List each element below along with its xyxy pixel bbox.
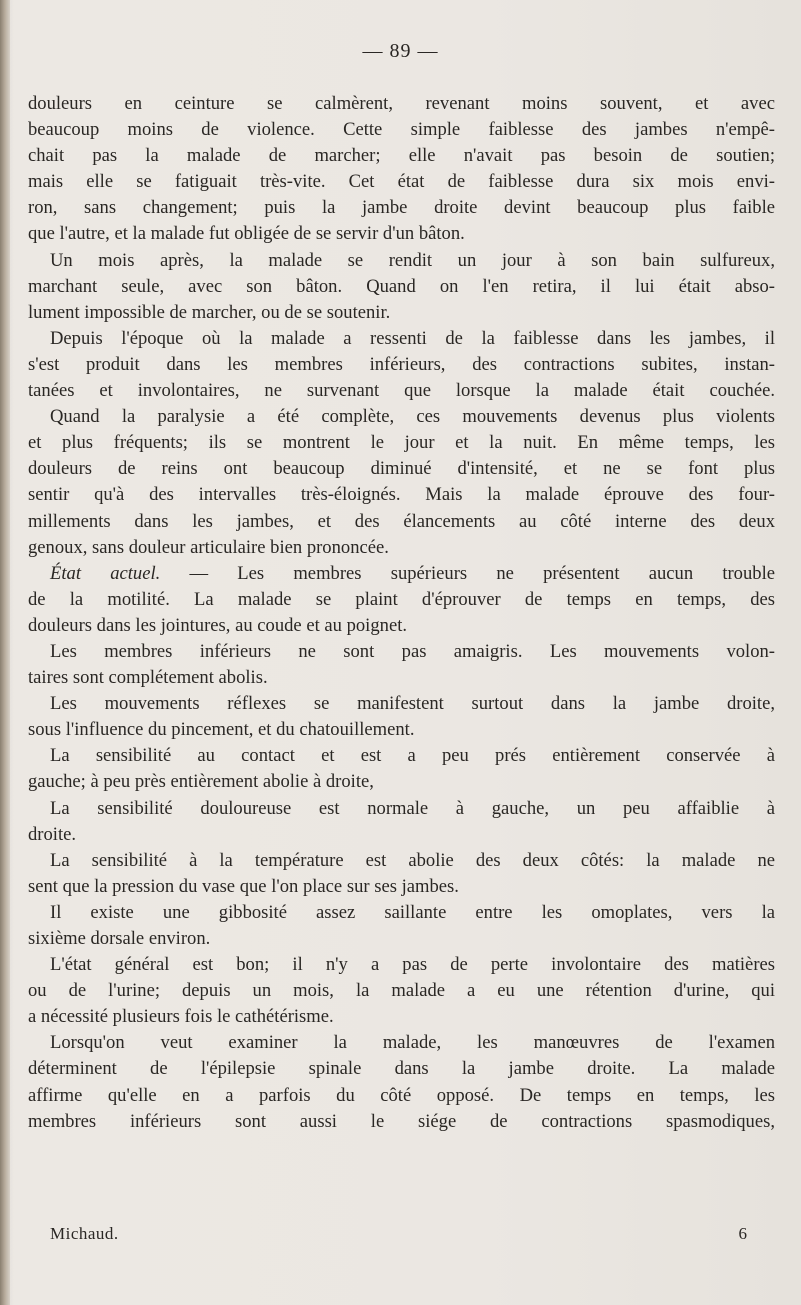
text-line: douleurs dans les jointures, au coude et au poignet.: [28, 614, 408, 636]
text-line: membres inférieurs sont aussi le siége de contractions spasmodiques,: [28, 1110, 775, 1132]
text-line: beaucoup moins de violence. Cette simple faiblesse des jambes n'empê-: [28, 119, 775, 141]
page-footer: [50, 1224, 775, 1244]
text-line: État actuel. — Les membres supérieurs ne présentent aucun trouble: [50, 562, 775, 584]
footer-signature-mark: 6: [738, 1224, 747, 1243]
italic-heading: État actuel.: [50, 562, 161, 584]
text-line: affirme qu'elle en a parfois du côté opposé. De temps en temps, les: [28, 1084, 775, 1106]
text-line: ou de l'urine; depuis un mois, la malade a eu une rétention d'urine, qui: [28, 980, 775, 1002]
text-line: que l'autre, et la malade fut obligée de se servir d'un bâton.: [28, 223, 465, 245]
book-binding-edge: [0, 0, 10, 1305]
footer-author: Michaud.: [50, 1224, 119, 1243]
text-line: gauche; à peu près entièrement abolie à droite,: [28, 771, 374, 793]
text-line: marchant seule, avec son bâton. Quand on l'en retira, il lui était abso-: [28, 275, 775, 297]
text-line: Les membres inférieurs ne sont pas amaigris. Les mouvements volon-: [50, 640, 775, 662]
text-line: Lorsqu'on veut examiner la malade, les manœuvres de l'examen: [50, 1032, 775, 1054]
page-number: — 89 —: [362, 40, 439, 62]
body-text: [28, 91, 775, 1135]
text-line: genoux, sans douleur articulaire bien prononcée.: [28, 536, 389, 558]
text-line: déterminent de l'épilepsie spinale dans la jambe droite. La malade: [28, 1058, 775, 1080]
text-line: et plus fréquents; ils se montrent le jour et la nuit. En même temps, les: [28, 432, 775, 454]
text-line: chait pas la malade de marcher; elle n'avait pas besoin de soutien;: [28, 145, 775, 167]
text-line: droite.: [28, 823, 77, 845]
text-line: millements dans les jambes, et des élancements au côté interne des deux: [28, 510, 775, 532]
text-line: taires sont complétement abolis.: [28, 667, 268, 689]
text-line: sentir qu'à des intervalles très-éloignés. Mais la malade éprouve des four-: [28, 484, 775, 506]
text-line: ron, sans changement; puis la jambe droite devint beaucoup plus faible: [28, 197, 775, 219]
text-line: douleurs en ceinture se calmèrent, revenant moins souvent, et avec: [28, 93, 775, 114]
text-line: de la motilité. La malade se plaint d'éprouver de temps en temps, des: [28, 588, 775, 610]
text-line: sixième dorsale environ.: [28, 928, 211, 949]
text-line: lument impossible de marcher, ou de se soutenir.: [28, 301, 391, 323]
text-line: s'est produit dans les membres inférieurs, des contractions subites, instan-: [28, 353, 775, 375]
text-line: a nécessité plusieurs fois le cathétérisme.: [28, 1006, 334, 1028]
text-line: Quand la paralysie a été complète, ces mouvements devenus plus violents: [50, 406, 775, 428]
text-line: Depuis l'époque où la malade a ressenti de la faiblesse dans les jambes, il: [50, 327, 775, 349]
text-line: mais elle se fatiguait très-vite. Cet état de faiblesse dura six mois envi-: [28, 171, 775, 193]
text-line: La sensibilité douloureuse est normale à gauche, un peu affaiblie à: [50, 797, 775, 819]
text-line: sous l'influence du pincement, et du chatouillement.: [28, 719, 415, 741]
text-line: L'état général est bon; il n'y a pas de perte involontaire des matières: [50, 954, 775, 976]
text-line: tanées et involontaires, ne survenant que lorsque la malade était couchée.: [28, 380, 775, 402]
text-line: La sensibilité au contact et est a peu prés entièrement conservée à: [50, 745, 775, 767]
text-line: Les mouvements réflexes se manifestent surtout dans la jambe droite,: [50, 693, 775, 715]
text-line: sent que la pression du vase que l'on place sur ses jambes.: [28, 875, 459, 897]
text-line: Il existe une gibbosité assez saillante entre les omoplates, vers la: [50, 901, 775, 923]
text-line: Un mois après, la malade se rendit un jour à son bain sulfureux,: [50, 249, 775, 271]
text-line: La sensibilité à la température est abolie des deux côtés: la malade ne: [50, 849, 775, 871]
text-line: douleurs de reins ont beaucoup diminué d'intensité, et ne se font plus: [28, 458, 775, 480]
